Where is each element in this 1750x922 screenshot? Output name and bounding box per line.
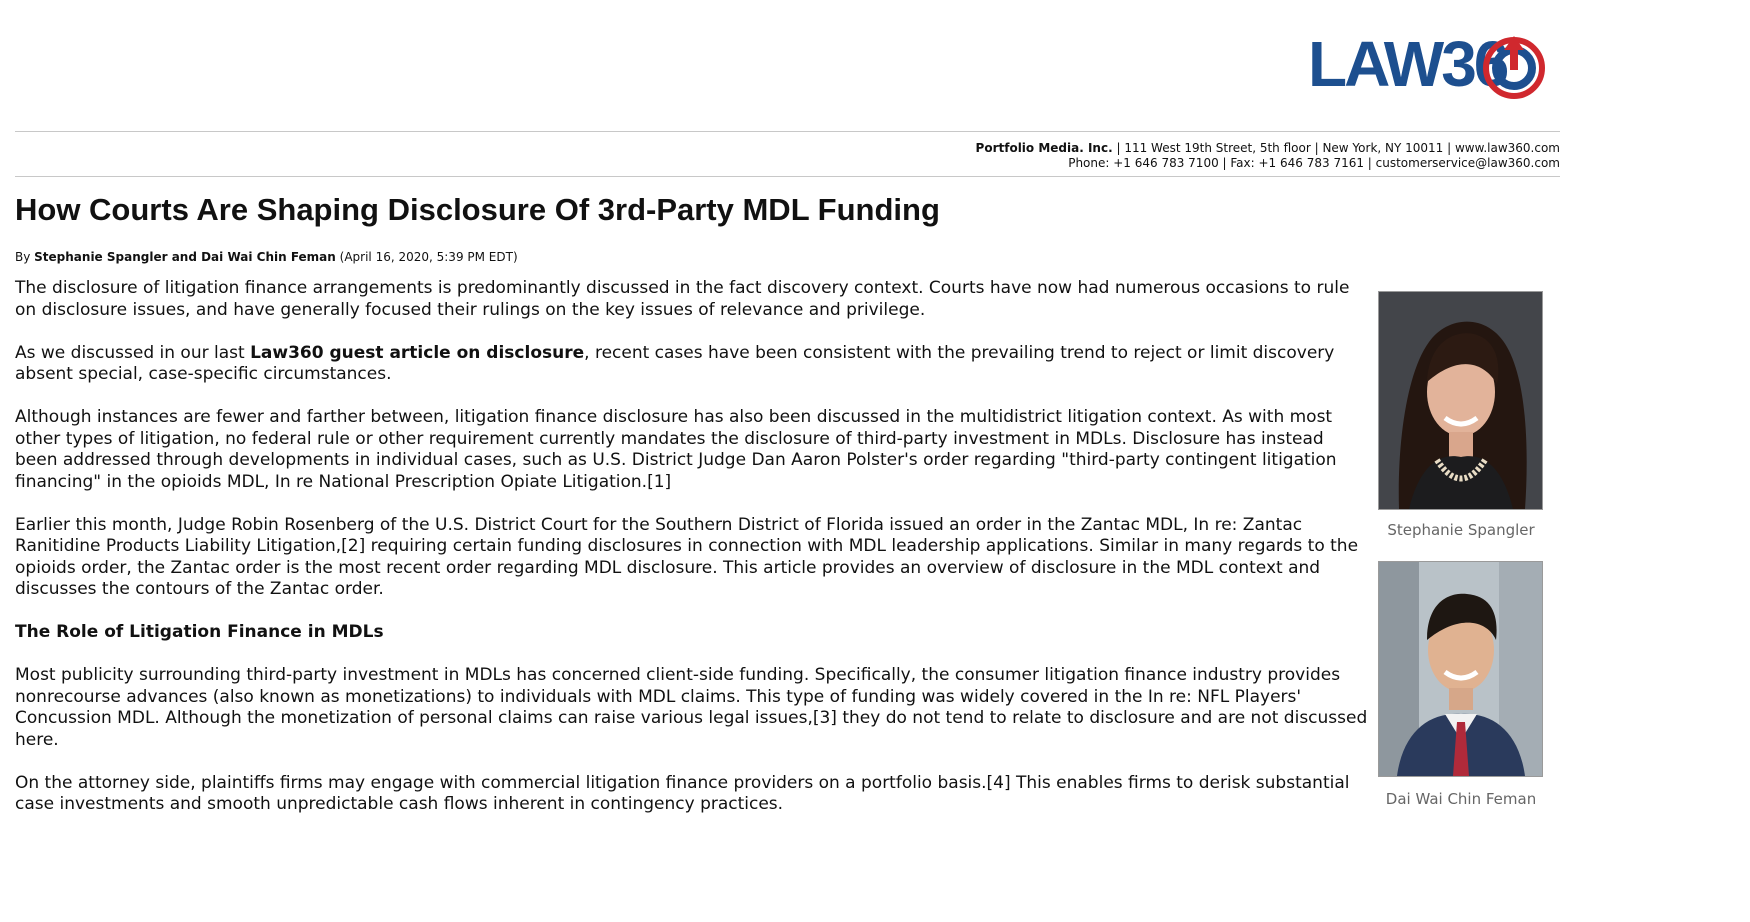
paragraph-4: Earlier this month, Judge Robin Rosenberg of the U.S. District Court for the Southern District of Florida issued an order in the Zantac MDL, In re: Zantac Ranitidine Products Liability Litigation,[2] requiring certain funding disclosures in connection with MDL leadership applications. Similar in many regards to the opioids order, the Zantac order is the most recent order regarding MDL disclosure. This article provides an overview of disclosure in the MDL context and discusses the contours of the Zantac order. [15, 514, 1359, 599]
author-portrait-image [1379, 292, 1542, 509]
logo-wordmark: LAW36 [1308, 28, 1507, 100]
caption-feman: Dai Wai Chin Feman [1385, 790, 1537, 808]
byline [15, 250, 518, 264]
paragraph-2 [15, 343, 1370, 386]
byline-date: (April 16, 2020, 5:39 PM EDT) [335, 250, 518, 264]
author-photo-spangler [1378, 291, 1543, 510]
byline-authors: Stephanie Spangler and Dai Wai Chin Feman [34, 250, 336, 264]
logo-circle-arrow-icon [1480, 24, 1550, 108]
law360-logo[interactable] [1308, 18, 1548, 110]
article-body [15, 278, 1370, 837]
paragraph-6: On the attorney side, plaintiffs firms may engage with commercial litigation finance providers on a portfolio basis.[4] This enables firms to derisk substantial case investments and smooth unpredictable cash flows inherent in contingency practices. [15, 772, 1350, 814]
paragraph-3: Although instances are fewer and farther between, litigation finance disclosure has also been discussed in the multidistrict litigation context. As with most other types of litigation, no federal rule or other requirement currently mandates the disclosure of third-party investment in MDLs. Disclosure has instead been addressed through developments in individual cases, such as U.S. District Judge Dan Aaron Polster's order regarding "third-party contingent litigation financing" in the opioids MDL, In re National Prescription Opiate Litigation.[1] [15, 407, 1337, 492]
author-portrait-image [1379, 562, 1542, 776]
paragraph-2-post: , recent cases have been consistent with the prevailing trend to reject or limit discovery absent special, case-specific circumstances. [15, 342, 1335, 384]
caption-spangler: Stephanie Spangler [1387, 521, 1535, 539]
guest-article-link[interactable]: Law360 guest article on disclosure [250, 342, 585, 363]
masthead-contact [976, 141, 1560, 171]
paragraph-2-pre: As we discussed in our last [15, 342, 251, 363]
paragraph-5: Most publicity surrounding third-party investment in MDLs has concerned client-side funding. Specifically, the consumer litigation finance industry provides nonrecourse advances (also known as monetizations) to individuals with MDL claims. This type of funding was widely covered in the In re: NFL Players' Concussion MDL. Although the monetization of personal claims can raise various legal issues,[3] they do not tend to relate to disclosure and are not discussed here. [15, 665, 1368, 750]
author-photo-feman [1378, 561, 1543, 777]
contact-line: Phone: +1 646 783 7100 | Fax: +1 646 783 7161 | customerservice@law360.com [1068, 156, 1560, 170]
top-divider [15, 131, 1560, 132]
address-line: | 111 West 19th Street, 5th floor | New York, NY 10011 | www.law360.com [1112, 141, 1560, 155]
paragraph-1: The disclosure of litigation finance arrangements is predominantly discussed in the fact discovery context. Courts have now had numerous occasions to rule on disclosure issues, and have generally focused their rulings on the key issues of relevance and privilege. [15, 278, 1350, 320]
section-heading: The Role of Litigation Finance in MDLs [15, 622, 384, 642]
article-title: How Courts Are Shaping Disclosure Of 3rd-Party MDL Funding [15, 192, 940, 227]
company-name: Portfolio Media. Inc. [975, 141, 1113, 155]
masthead-divider [15, 176, 1560, 177]
byline-prefix: By [15, 250, 35, 264]
